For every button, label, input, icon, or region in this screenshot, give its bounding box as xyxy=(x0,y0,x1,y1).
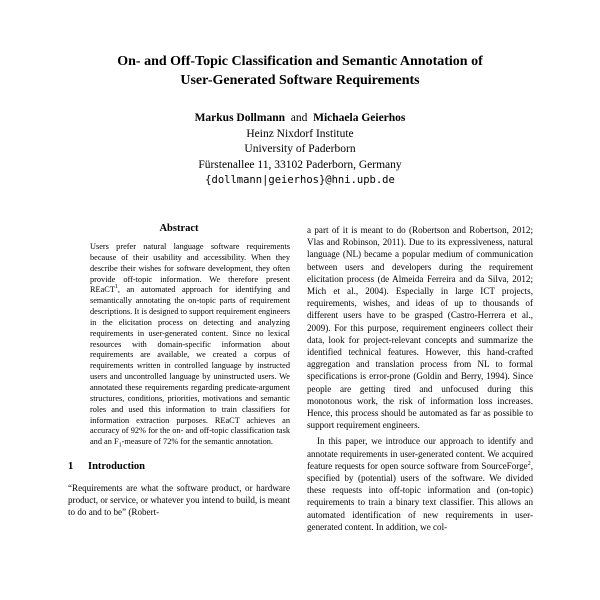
author-2: Michaela Geierhos xyxy=(313,112,406,124)
title-line-2: User-Generated Software Requirements xyxy=(180,73,420,88)
author-block xyxy=(0,111,600,189)
section-title: Introduction xyxy=(88,461,145,473)
left-column xyxy=(68,222,290,519)
right-column xyxy=(307,224,533,533)
title-line-1: On- and Off-Topic Classification and Semantic Annotation of xyxy=(117,54,483,69)
section-heading-introduction xyxy=(68,460,290,474)
footnote-marker-2: 2 xyxy=(527,460,531,467)
author-conjunction: and xyxy=(290,112,308,124)
author-address: Fürstenallee 11, 33102 Paderborn, Germany xyxy=(198,158,402,171)
f1-subscript: 1 xyxy=(118,442,122,449)
footnote-marker-1: 1 xyxy=(114,284,118,291)
author-university: University of Paderborn xyxy=(244,143,356,155)
right-paragraph-2-part-1: In this paper, we introduce our approach to identify and annotate requirements in user-generated content. We acquired feature requests for open source software from SourceForge xyxy=(307,436,533,471)
abstract-part-2: , an automated approach for identifying and semantically annotating the on-topic parts of requirement descriptions. It is designed to support requirement engineers in the elicitation process on detecting and analyzing requirements in user-generated content. Since no lexical resources with domain-specific information about requirements are available, we created a corpus of requirements written in controlled language by instructed users and uncontrolled language by uninstructed users. We annotated these requirements regarding predicate-argument structures, conditions, priorities, motivations and semantic roles and used this information to train classifiers for information extraction purposes. REaCT achieves an accuracy of 92% for the on- and off-topic classification task and an F xyxy=(90,285,291,447)
right-paragraph-2-part-2: , specified by (potential) users of the software. We divided these requests into off-topic information and (on-topic) requirements to train a binary text classifier. This allows an automated identification of new requirements in user-generated content. In addition, we col- xyxy=(307,460,533,532)
author-email: {dollmann|geierhos}@hni.upb.de xyxy=(205,174,395,186)
section-number: 1 xyxy=(68,461,74,473)
abstract-text xyxy=(90,242,290,448)
paper-title xyxy=(0,52,600,90)
author-names xyxy=(0,111,600,127)
right-paragraph-1: a part of it is meant to do (Robertson and Robertson, 2012; Vlas and Robinson, 2011). Due to its expressiveness, natural language (NL) became a popular medium of communication between users and developers during the requirement elicitation process (de Almeida Ferreira and da Silva, 2012; Mich et al., 2004). Especially in large ICT projects, requirements, wishes, and ideas of up to thousands of different users have to be grasped (Castro-Herrera et al., 2009). For this purpose, requirement engineers collect their data, look for project-relevant concepts and summarize the identified technical features. However, this hand-crafted aggregation and translation process from NL to formal specifications is error-prone (Goldin and Berry, 1994). Since people are getting tired and unfocused during this monotonous work, the risk of information loss increases. Hence, this process should be automated as far as possible to support requirement engineers. xyxy=(307,225,533,431)
abstract-part-1: Users prefer natural language software requirements because of their usability and accessibility. When they describe their wishes for software development, they often provide off-topic information. We therefore present REaCT xyxy=(90,242,290,295)
author-institute: Heinz Nixdorf Institute xyxy=(246,127,354,140)
abstract-part-3: -measure of 72% for the semantic annotation. xyxy=(121,437,273,447)
right-paragraph-2 xyxy=(307,435,533,533)
abstract-heading: Abstract xyxy=(159,223,199,234)
author-1: Markus Dollmann xyxy=(194,112,285,124)
introduction-text: “Requirements are what the software product, or hardware product, or service, or whatever you intend to build, is meant to do and to be” (Robert- xyxy=(68,483,290,518)
